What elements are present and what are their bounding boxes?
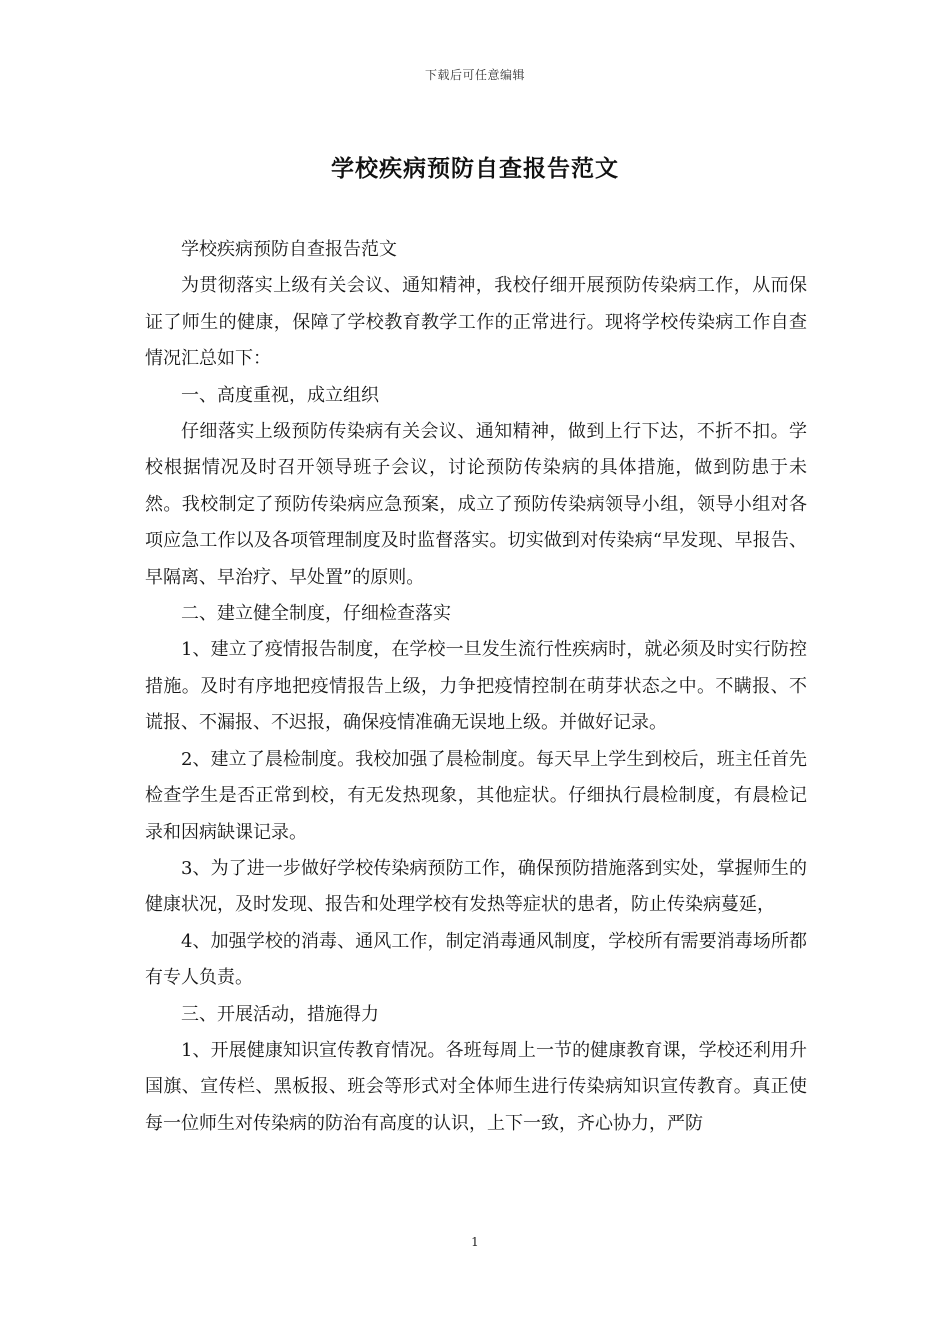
paragraph: 2、建立了晨检制度。我校加强了晨检制度。每天早上学生到校后，班主任首先检查学生是否正常到校，有无发热现象，其他症状。仔细执行晨检制度，有晨检记录和因病缺课记录。 bbox=[145, 748, 807, 843]
document-body bbox=[145, 232, 807, 1142]
page-number: 1 bbox=[471, 1235, 479, 1249]
paragraph: 3、为了进一步做好学校传染病预防工作，确保预防措施落到实处，掌握师生的健康状况，及时发现、报告和处理学校有发热等症状的患者，防止传染病蔓延， bbox=[145, 857, 807, 916]
paragraph: 1、建立了疫情报告制度，在学校一旦发生流行性疾病时，就必须及时实行防控措施。及时有序地把疫情报告上级，力争把疫情控制在萌芽状态之中。不瞒报、不谎报、不漏报、不迟报，确保疫情准确无误地上级。并做好记录。 bbox=[145, 639, 807, 734]
paragraph: 仔细落实上级预防传染病有关会议、通知精神，做到上行下达，不折不扣。学校根据情况及时召开领导班子会议，讨论预防传染病的具体措施，做到防患于未然。我校制定了预防传染病应急预案，成立了预防传染病领导小组，领导小组对各项应急工作以及各项管理制度及时监督落实。切实做到对传染病“早发现、早报告、早隔离、早治疗、早处置”的原则。 bbox=[145, 421, 807, 588]
paragraph-intro: 为贯彻落实上级有关会议、通知精神，我校仔细开展预防传染病工作，从而保证了师生的健康，保障了学校教育教学工作的正常进行。现将学校传染病工作自查情况汇总如下： bbox=[145, 275, 807, 370]
section-heading-3: 三、开展活动，措施得力 bbox=[181, 1003, 379, 1025]
section-heading-1: 一、高度重视，成立组织 bbox=[181, 384, 379, 406]
header-note: 下载后可任意编辑 bbox=[424, 68, 525, 82]
section-heading-2: 二、建立健全制度，仔细检查落实 bbox=[181, 603, 451, 625]
paragraph: 1、开展健康知识宣传教育情况。各班每周上一节的健康教育课，学校还利用升国旗、宣传栏、黑板报、班会等形式对全体师生进行传染病知识宣传教育。真正使每一位师生对传染病的防治有高度的认识，上下一致，齐心协力，严防 bbox=[145, 1039, 807, 1134]
paragraph: 4、加强学校的消毒、通风工作，制定消毒通风制度，学校所有需要消毒场所都有专人负责。 bbox=[145, 930, 807, 989]
document-title: 学校疾病预防自查报告范文 bbox=[331, 155, 619, 182]
paragraph-subtitle: 学校疾病预防自查报告范文 bbox=[181, 239, 397, 260]
